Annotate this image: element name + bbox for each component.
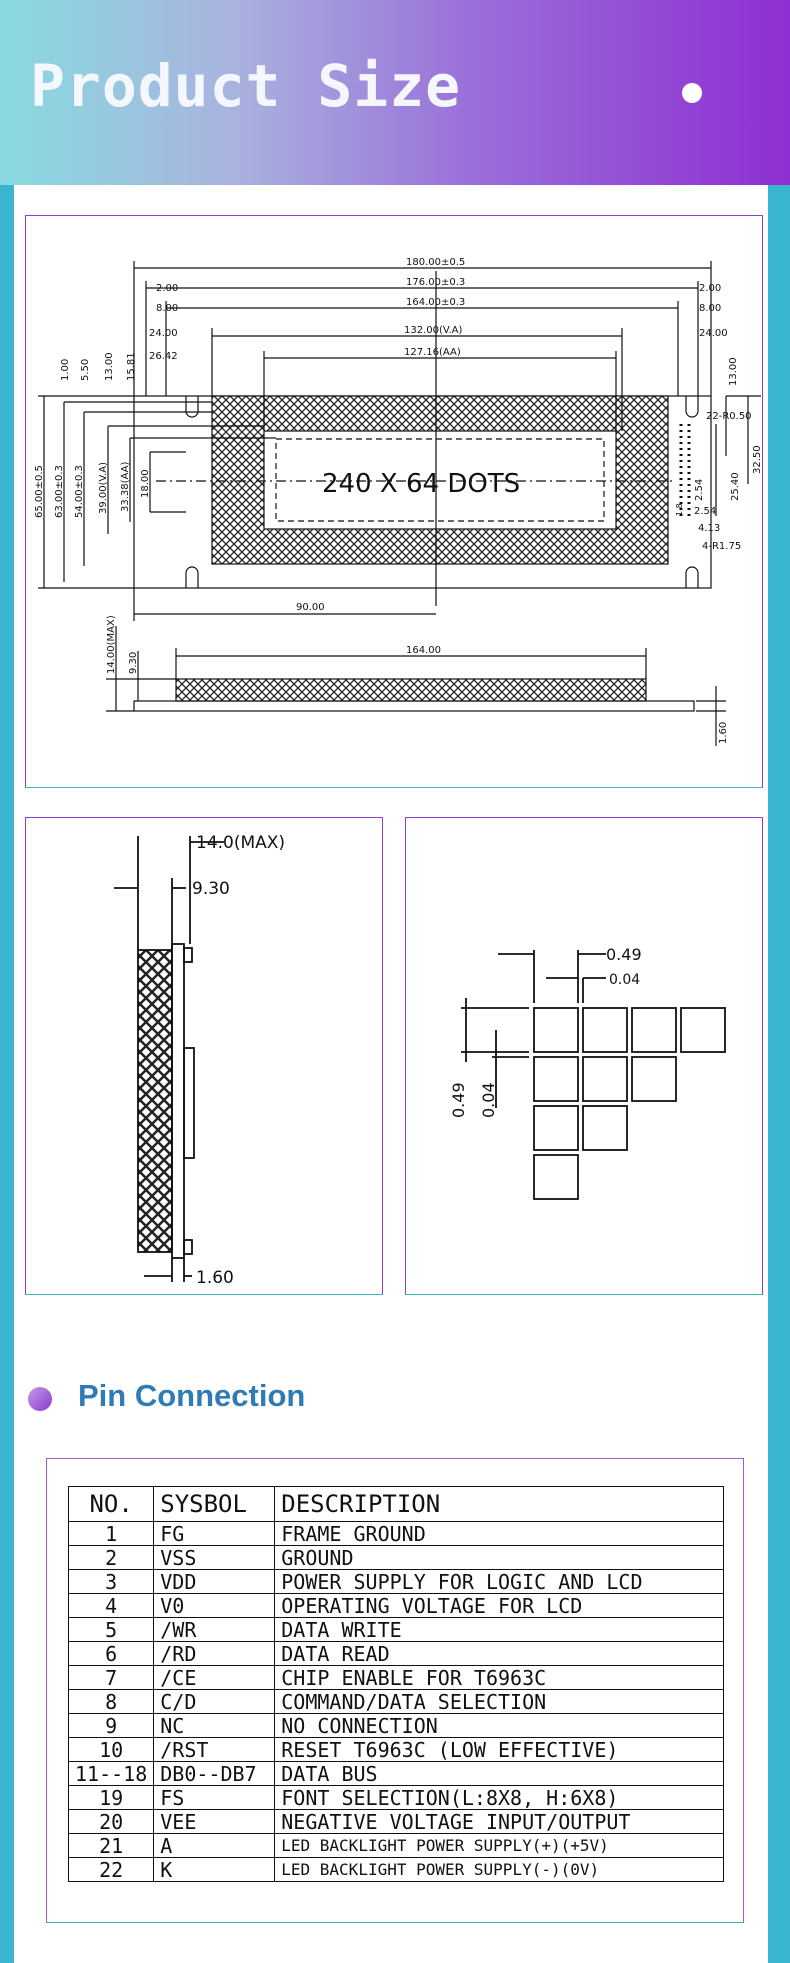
pin-desc-cell: FONT SELECTION(L:8X8, H:6X8) [275,1786,724,1810]
dim-v-15: 15.81 [126,352,137,381]
dot-detail-panel [405,817,763,1295]
dim-90: 90.00 [296,602,325,613]
pin-table-header-row [69,1487,724,1522]
dot-detail-drawing [406,818,761,1293]
dim-side-164: 164.00 [406,645,441,656]
dot-cell [681,1008,725,1052]
pin-no-cell: 9 [69,1714,154,1738]
pin-no-cell: 19 [69,1786,154,1810]
table-row [69,1858,724,1882]
table-row [69,1714,724,1738]
pin-desc-cell: POWER SUPPLY FOR LOGIC AND LCD [275,1570,724,1594]
dim-v-1: 1.00 [60,358,71,381]
dim-v-39: 39.00(V.A) [98,461,109,514]
profile-dim-160: 1.60 [196,1268,234,1288]
main-drawing [26,216,761,786]
table-row [69,1570,724,1594]
pin-sym-cell: /WR [154,1618,275,1642]
side-body [138,950,172,1252]
dot-dim-004-v: 0.04 [479,1082,498,1118]
dim-left-26: 26.42 [149,351,178,362]
pin-sym-cell: NC [154,1714,275,1738]
table-row [69,1618,724,1642]
pin-desc-cell: NEGATIVE VOLTAGE INPUT/OUTPUT [275,1810,724,1834]
dim-r-413: 4.13 [698,523,721,534]
dot-cell [632,1057,676,1101]
table-row [69,1786,724,1810]
col-header-symbol: SYSBOL [154,1487,275,1522]
table-row [69,1834,724,1858]
dim-r-r050: 22-R0.50 [706,411,752,422]
pin-sym-cell: K [154,1858,275,1882]
pin-desc-cell: GROUND [275,1546,724,1570]
pin-sym-cell: /CE [154,1666,275,1690]
page-title: Product Size [30,52,462,120]
pin-no-cell: 8 [69,1690,154,1714]
pin-desc-cell: OPERATING VOLTAGE FOR LCD [275,1594,724,1618]
table-row [69,1762,724,1786]
dim-r-32: 32.50 [752,445,763,474]
dot-dim-049-h: 0.49 [606,945,642,964]
main-drawing-panel [25,215,763,788]
dim-180: 180.00±0.5 [406,257,466,268]
pin-connection-heading: Pin Connection [78,1378,306,1413]
dim-side-14: 14.00(MAX) [106,615,117,674]
dim-r-13: 13.00 [728,357,739,386]
table-row [69,1546,724,1570]
dim-164: 164.00±0.3 [406,297,466,308]
dim-v-5: 5.50 [80,358,91,381]
table-row [69,1810,724,1834]
dim-v-54: 54.00±0.3 [74,465,85,518]
header-banner [0,0,790,185]
dim-r-25: 25.40 [730,472,741,501]
pin-desc-cell: DATA BUS [275,1762,724,1786]
dim-r-254b: 2.54 [694,506,717,517]
table-row [69,1690,724,1714]
pin-sym-cell: A [154,1834,275,1858]
pin-no-cell: 5 [69,1618,154,1642]
section-bullet-icon [28,1387,52,1411]
dim-v-18: 18.00 [140,469,151,498]
dot-dim-049-v: 0.49 [449,1082,468,1118]
pin-sym-cell: /RST [154,1738,275,1762]
right-accent-bar [768,180,790,1963]
pin-table-body [69,1522,724,1882]
table-row [69,1642,724,1666]
dim-r-18: 1.8 [675,503,684,516]
dot-cell [583,1106,627,1150]
pin-desc-cell: DATA WRITE [275,1618,724,1642]
pin-desc-cell: COMMAND/DATA SELECTION [275,1690,724,1714]
side-view-pcb [134,701,694,711]
dim-v-65: 65.00±0.5 [34,465,45,518]
pin-sym-cell: DB0--DB7 [154,1762,275,1786]
left-accent-bar [0,180,14,1963]
pin-no-cell: 10 [69,1738,154,1762]
pin-desc-cell: NO CONNECTION [275,1714,724,1738]
dim-left-8: 8.00 [156,303,179,314]
dot-dim-004-h: 0.04 [609,972,641,988]
pin-desc-cell: LED BACKLIGHT POWER SUPPLY(+)(+5V) [275,1834,724,1858]
side-pcb [172,944,184,1258]
profile-dim-14: 14.0(MAX) [196,833,286,853]
dot-cell [583,1057,627,1101]
table-row [69,1738,724,1762]
dot-cell [534,1155,578,1199]
pin-no-cell: 22 [69,1858,154,1882]
col-header-no: NO. [69,1487,154,1522]
pin-desc-cell: LED BACKLIGHT POWER SUPPLY(-)(0V) [275,1858,724,1882]
pin-sym-cell: C/D [154,1690,275,1714]
dot-cell [632,1008,676,1052]
pin-sym-cell: /RD [154,1642,275,1666]
dot-cell [534,1008,578,1052]
dim-side-160: 1.60 [718,721,729,744]
pin-desc-cell: RESET T6963C (LOW EFFECTIVE) [275,1738,724,1762]
dim-127: 127.16(AA) [404,347,461,358]
dim-v-63: 63.00±0.3 [54,465,65,518]
pin-no-cell: 11--18 [69,1762,154,1786]
pin-no-cell: 3 [69,1570,154,1594]
pin-no-cell: 7 [69,1666,154,1690]
dim-left-24: 24.00 [149,328,178,339]
pin-sym-cell: VEE [154,1810,275,1834]
pin-no-cell: 1 [69,1522,154,1546]
dim-r-254a: 2.54 [694,478,705,501]
dim-v-13: 13.00 [104,352,115,381]
dot-cell [583,1008,627,1052]
pin-sym-cell: VDD [154,1570,275,1594]
dim-right-8: 8.00 [699,303,722,314]
dim-side-930: 9.30 [128,651,139,674]
pin-sym-cell: FS [154,1786,275,1810]
dot-cell [534,1057,578,1101]
pin-no-cell: 6 [69,1642,154,1666]
profile-dim-930: 9.30 [192,879,230,899]
dot-cell [534,1106,578,1150]
pin-no-cell: 21 [69,1834,154,1858]
table-row [69,1522,724,1546]
dim-132: 132.00(V.A) [404,325,463,336]
dots-label: 240 X 64 DOTS [322,469,521,499]
pin-no-cell: 4 [69,1594,154,1618]
dim-r-r175: 4-R1.75 [702,541,742,552]
side-view-body [176,679,646,701]
pin-desc-cell: DATA READ [275,1642,724,1666]
table-row [69,1666,724,1690]
pin-sym-cell: V0 [154,1594,275,1618]
col-header-description: DESCRIPTION [275,1487,724,1522]
dim-right-2: 2.00 [699,283,722,294]
header-dot-icon [682,83,702,103]
table-row [69,1594,724,1618]
pin-no-cell: 2 [69,1546,154,1570]
dim-left-2: 2.00 [156,283,179,294]
pin-table [68,1486,724,1882]
pin-no-cell: 20 [69,1810,154,1834]
pin-desc-cell: CHIP ENABLE FOR T6963C [275,1666,724,1690]
side-profile-drawing [26,818,381,1293]
dim-176: 176.00±0.3 [406,277,466,288]
dim-right-24: 24.00 [699,328,728,339]
pin-sym-cell: FG [154,1522,275,1546]
pin-desc-cell: FRAME GROUND [275,1522,724,1546]
dim-v-33: 33.38(AA) [120,461,131,512]
side-profile-panel [25,817,383,1295]
pin-sym-cell: VSS [154,1546,275,1570]
